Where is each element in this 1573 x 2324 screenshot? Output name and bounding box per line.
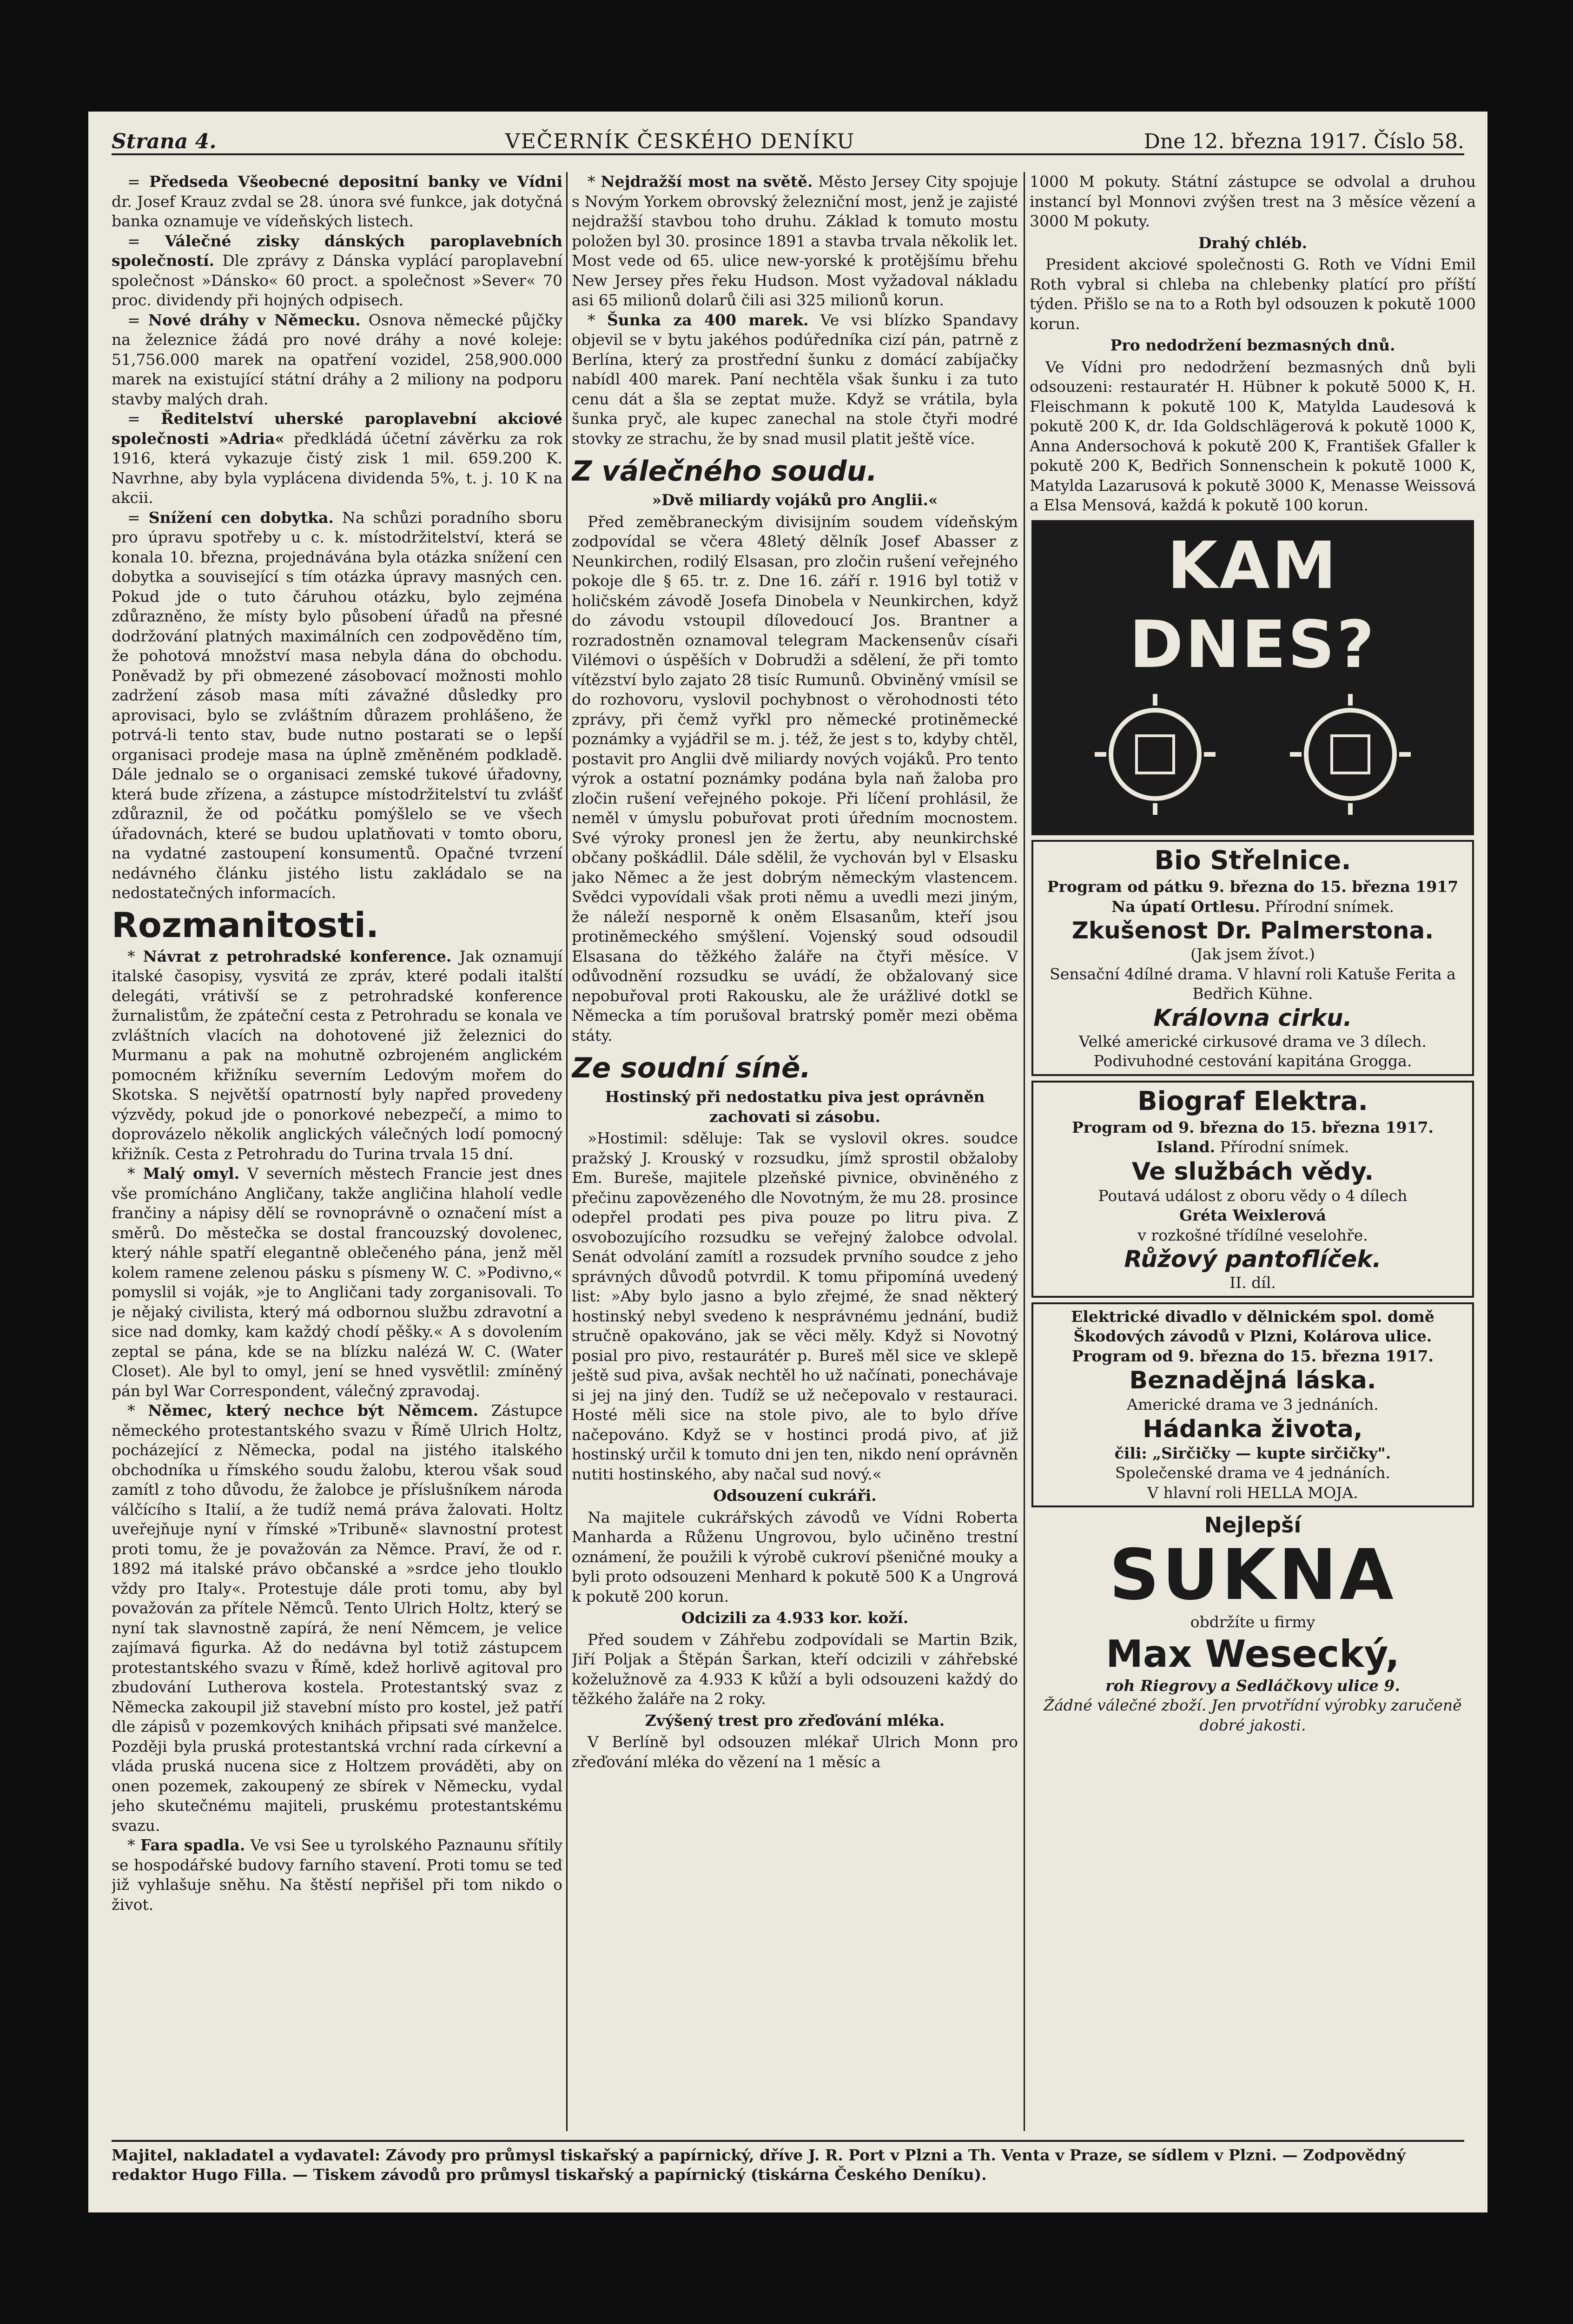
fine-continuation: 1000 M pokuty. Státní zástupce se odvolal a druhou instancí byl Monnovi zvýšen trest na 3 měsíce vězení a 3000 M pokuty. — [1030, 172, 1476, 230]
elektra-film2: Ve službách vědy. — [1131, 1157, 1374, 1186]
column-2 — [572, 172, 1018, 2131]
war-article: Před zeměbraneckým divisijním soudem vídeňským zodpovídal se včera 48letý dělník Josef Abasser z Neunkirchen, rodilý Elsasan, pro zločin rušení veřejného pokoje dle § 65. tr. z. Dne 16. září r. 1916 byl totiž v holičském závodě Josefa Dinobela v Neunkirchen, když do závodu vstoupil dílovedoucí Jos. Brantner a rozradostněn oznamoval telegram Mackensenův císaři Vilémovi o úspěších v Dobrudži a sdělení, že při tomto vítězství bylo zajato 28 tisíc Rumunů. Obviněný vmísil se do rozhovoru, vyslovil pochybnost o věrohodnosti této zprávy, při čemž vyřkl pro německé protiněmecké poznámky a vyjádřil se m. j. též, že jest s to, kdyby chtěl, postavit pro Anglii dvě miliardy nových vojáků. Pro tento výrok a ostatní poznámky podána byla naň žaloba pro zločin rušení veřejného pokoje. Při líčení prohlásil, že neměl v úmyslu pobuřovat proti úředním mocnostem. Své výroky pronesl jen že žertu, aby neunkirchské občany poškádlil. Dále sdělil, že vychován byl v Elsasku jako Němec a že jest dobrým německým vlastencem. Svědci vypovídali však proti němu a uvedli mezi jiným, že náleží nesporně k oněm Elsasanům, kteří jsou protiněmeckého smýšlení. Vojenský soud odsoudil Elsasana do těžkého žaláře na čtyři měsíce. V odůvodnění rozsudku se uvádí, že obžalovaný sice nepobuřoval proti Rakousku, ale že urážlivé dotkl se Německa a tím porušoval bratrský poměr mezi oběma státy. — [572, 512, 1018, 1044]
news-item: = Válečné zisky dánských paroplavebních společností. Dle zprávy z Dánska vyplácí paroplavební společnost »Dánsko« 60 proct. a společnost »Sever« 70 proc. dividendy při hojných odpisech. — [112, 231, 562, 309]
theatre-film1: Beznadějná láska. — [1129, 1367, 1376, 1394]
news-item: = Předseda Všeobecné depositní banky ve Vídni dr. Josef Krauz zvdal se 28. února své funkce, jak dotyčná banka oznamuje ve vídeňských listech. — [112, 172, 562, 230]
bio-film2: Zkušenost Dr. Palmerstona. — [1071, 917, 1434, 944]
bio-strelnice-ad — [1031, 840, 1474, 1076]
milk-article: V Berlíně byl odsouzen mlékař Ulrich Monn pro zřeďování mléka do vězení na 1 měsíc a — [572, 1733, 1018, 1771]
column-rule — [566, 172, 568, 2131]
newspaper-title: VEČERNÍK ČESKÉHO DENÍKU — [505, 130, 855, 153]
court-subtitle: Hostinský při nedostatku piva jest oprávněn zachovati si zásobu. — [605, 1088, 985, 1126]
bread-title: Drahý chléb. — [1198, 233, 1308, 252]
sukna-title: SUKNA — [1109, 1535, 1396, 1616]
news-text: Ve vsi blízko Spandavy objevil se v bytu jakéhos podúředníka cizí pán, patrně z Berlína, který za prostřední šunku z domácí zabíjačky nabídl 400 marek. Paní nechtěla však šunku i za tuto cenu dát a šla se zeptat muže. Když se vrátila, byla šunka pryč, ale kupec zanechal na stole čtyři modré stovky ze strachu, že by snad musil platit ještě více. — [572, 310, 1018, 448]
column-3 — [1030, 172, 1476, 2131]
bio-film4: Podivuhodné cestování kapitána Grogga. — [1093, 1052, 1412, 1070]
elektra-film2-note: Poutavá událost z oboru vědy o 4 dílech — [1098, 1186, 1408, 1205]
elektra-film1-note: Přírodní snímek. — [1220, 1138, 1349, 1156]
misc-lead: Malý omyl. — [143, 1164, 240, 1182]
sukna-address: roh Riegrovy a Sedláčkovy ulice 9. — [1105, 1676, 1400, 1695]
section-title-war-court: Z válečného soudu. — [572, 455, 878, 488]
news-lead: Snížení cen dobytka. — [148, 508, 334, 527]
elektra-film3-note: v rozkošné třídílné veselohře. — [1137, 1226, 1368, 1244]
news-text: dr. Josef Krauz zvdal se 28. února své funkce, jak dotyčná banka oznamuje ve vídeňských listech. — [112, 192, 562, 230]
elektra-film4-note: II. díl. — [1229, 1274, 1276, 1292]
misc-item: * Návrat z petrohradské konference. Jak oznamují italské časopisy, vysvitá ze zpráv, které podali italští delegáti, vrátivší se z petrohradské konference žurnalistům, že zpáteční cesta z Petrohradu se konala ve zvláštních vlacích na dohotovené již železnici do Murmanu a pak na mohutně ozbrojeném anglickém pomocném křižníku severním Ledovým mořem do Skotska. S největší opatrností byly napřed provedeny výzvědy, pokud jde o ponorkové nebezpečí, a mimo to doprovázelo několik anglických válečných lodí pomocný křižník. Cesta z Petrohradu do Turina trvala 15 dní. — [112, 947, 562, 1163]
news-lead: Předseda Všeobecné depositní banky ve Vídni — [149, 172, 562, 191]
bio-title: Bio Střelnice. — [1154, 845, 1351, 876]
misc-lead: Návrat z petrohradské konference. — [143, 947, 452, 965]
bread-article: President akciové společnosti G. Roth ve Vídni Emil Roth vybral si chleba na chlebenky platící pro příští týden. Přišlo se na to a Roth byl odsouzen k pokutě 1000 korun. — [1030, 255, 1476, 333]
sukna-ad — [1030, 1512, 1476, 1735]
news-lead: Nové dráhy v Německu. — [148, 310, 361, 329]
news-lead: Válečné zisky dánských paroplavebních společností. — [112, 231, 562, 270]
news-lead: Šunka za 400 marek. — [607, 310, 809, 329]
news-item: = Snížení cen dobytka. Na schůzi poradního sboru pro úpravu spotřeby u c. k. místodržitelství, která se konala 10. března, projednávána byla otázka snížení cen dobytka a související s tím otázka úpravy masných cen. Pokud jde o tuto čáruhou otázku, bylo zejména zdůrazněno, že místy bylo působení úřadů na přesné dodržování platných maximálních cen zodpověděno tím, že pohotová množství masa nebyla dána do obchodu. Poněvadž by při obmezené zásobovací možnosti mohlo zadržení zásob masa míti závažné důsledky pro aprovisaci, bylo se zvláštním důrazem prohlášeno, že potrvá-li tento stav, bude nutno postarati se o lepší organisaci prodeje masa na úplně změněném podkladě. Dále jednalo se o organisaci zemské tukové úřadovny, která bude zřízena, a zástupce místodržitelství tu zvlášť zdůraznil, že od počátku pomýšlelo se ve všech úřadovnách, které se budou uplatňovati v tomto oboru, na vydatné zastoupení konsumentů. Opačné tvrzení nedávného článku jistého listu zakládalo se na nedostatečných informacích. — [112, 508, 562, 902]
skin-title: Odcizili za 4.933 kor. koží. — [681, 1609, 909, 1627]
news-lead: Nejdražší most na světě. — [601, 172, 813, 191]
theatre-film1-note: Americké drama ve 3 jednáních. — [1127, 1395, 1379, 1413]
meat-article: Ve Vídni pro nedodržení bezmasných dnů byli odsouzeni: restauratér H. Hübner k pokutě 5000 K, H. Fleischmann k pokutě 100 K, Matylda Laudesová k pokutě 200 K, dr. Ida Goldschlägerová k pokutě 1000 K, Anna Andersochová k pokutě 200 K, František Gfaller k pokutě 200 K, Bedřich Sonnenschein k pokutě 1000 K, Matylda Lazarusová k pokutě 3000 K, Menasse Weissová a Elsa Mensová, každá k pokutě 100 korun. — [1030, 357, 1476, 514]
news-item: = Ředitelství uherské paroplavební akciové společnosti »Adria« předkládá účetní závěrku za rok 1916, která vykazuje čistý zisk 1 mil. 659.200 K. Navrhne, aby byla vyplácena dividenda 5%, t. j. 10 K na akcii. — [112, 409, 562, 507]
section-title-court-room: Ze soudní síně. — [572, 1052, 811, 1084]
theatre-film2: Hádanka života, — [1143, 1415, 1363, 1443]
misc-lead: Fara spadla. — [140, 1836, 245, 1854]
page-footer — [112, 2140, 1464, 2185]
elektra-film3: Gréta Weixlerová — [1179, 1206, 1326, 1224]
theatre-film2-sub: čili: „Sirčičky — kupte sirčičky". — [1114, 1444, 1391, 1462]
sugar-article: Na majitele cukrářských závodů ve Vídni Roberta Manharda a Růženu Ungrovou, bylo učiněno trestní oznámení, že použili k výrobě cukroví pšeničné mouky a byli proto odsouzeni Menhard k pokutě 500 K a Ungrová k pokutě 200 korun. — [572, 1508, 1018, 1605]
section-title-rozmanitosti: Rozmanitosti. — [112, 905, 379, 945]
kam-dnes-banner — [1031, 520, 1474, 836]
ornament-icon — [1053, 685, 1453, 824]
bio-film3-note: Velké americké cirkusové drama ve 3 dílech. — [1079, 1032, 1427, 1050]
skin-article: Před soudem v Záhřebu zodpovídali se Martin Bzik, Jiří Poljak a Štěpán Šarkan, kteří odcizili v záhřebské koželužnově za 4.933 K kůží a byli odsouzeni každý do těžkého žaláře na 2 roky. — [572, 1630, 1018, 1708]
sukna-top: Nejlepší — [1204, 1512, 1302, 1538]
theatre-title: Elektrické divadlo v dělnickém spol. domě Škodových závodů v Plzni, Kolárova ulice. — [1071, 1307, 1434, 1345]
bio-program: Program od pátku 9. března do 15. března 1917 — [1047, 878, 1459, 896]
misc-text: Jak oznamují italské časopisy, vysvitá ze zpráv, které podali italští delegáti, vrátivší se z petrohradské konference žurnalistům, že zpáteční cesta z Petrohradu se konala ve zvláštních vlacích na dohotovené již železnici do Murmanu a pak na mohutně ozbrojeném anglickém pomocném křižníku severním Ledovým mořem do Skotska. S největší opatrností byly napřed provedeny výzvědy, pokud jde o ponorkové nebezpečí, a mimo to doprovázelo několik anglických válečných lodí pomocný křižník. Cesta z Petrohradu do Turina trvala 15 dní. — [112, 947, 562, 1163]
news-text: Na schůzi poradního sboru pro úpravu spotřeby u c. k. místodržitelství, která se konala 10. března, projednávána byla otázka snížení cen dobytka a související s tím otázka úpravy masných cen. Pokud jde o tuto čáruhou otázku, bylo zejména zdůrazněno, že místy bylo působení úřadů na přesné dodržování platných maximálních cen zodpověděno tím, že pohotová množství masa nebyla dána do obchodu. Poněvadž by při obmezené zásobovací možnosti mohlo zadržení zásob masa míti závažné důsledky pro aprovisaci, bylo se zvláštním důrazem prohlášeno, že potrvá-li tento stav, bude nutno postarati se o lepší organisaci prodeje masa na úplně změněném podkladě. Dále jednalo se o organisaci zemské tukové úřadovny, která bude zřízena, a zástupce místodržitelství tu zvlášť zdůraznil, že od počátku pomýšlelo se ve všech úřadovnách, které se budou uplatňovati v tomto oboru, na vydatné zastoupení konsumentů. Opačné tvrzení nedávného článku jistého listu zakládalo se na nedostatečných informacích. — [112, 508, 562, 902]
misc-text: Ve vsi See u tyrolského Paznaunu sřítily se hospodářské budovy farního stavení. Proti tomu se teď již vyhlašuje sněhu. Na štěstí nepřišel při tom nikdo o život. — [112, 1836, 562, 1914]
kam-dnes-title: KAM DNES? — [1129, 528, 1376, 683]
elektra-title: Biograf Elektra. — [1137, 1086, 1368, 1116]
misc-item: * Němec, který nechce být Němcem. Zástupce německého protestantského svazu v Římě Ulrich Holtz, pocházející z Německa, podal na jistého italského obchodníka u římského soudu žalobu, kterou však soud zamítl z toho důvodu, že žalobce je příslušníkem národa válčícího s Italií, a že tudíž nemá práva žalovati. Holtz uveřejňuje nyní v římské »Tribuně« slavnostní protest proti tomu, že je považován za Němce. Praví, že od r. 1892 má italské právo občanské a »srdce jeho tlouklo vždy pro Italy«. Protestuje dále proti tomu, aby byl považován za přítele Němců. Tento Ulrich Holtz, který se nyní tak slavnostně zapírá, že není Němcem, je velice zajímavá figurka. Až do nedávna byl totiž zástupcem protestantského svazu v Římě, kdež horlivě agitoval pro zbudování Lutherova kostela. Protestantský svaz z Německa zakoupil již stavební místo pro kostel, jež patří dle zápisů v pozemkových knihách připsati své manželce. Později byla pruská protestantská vrchní rada církevní a vláda pruská nucena sice z Holtzem prováděti, aby on onen pozemek, zakoupený ze sbírek v Německu, vydal jeho skutečnému majiteli, pruskému protestantskému svazu. — [112, 1401, 562, 1835]
page-number: Strana 4. — [112, 130, 217, 153]
publisher-imprint: Majitel, nakladatel a vydavatel: Závody pro průmysl tiskařský a papírnický, dříve J. R. Port v Plzni a Th. Venta v Praze, se sídlem v Plzni. — Zodpovědný redaktor Hugo Filla. — Tiskem závodů pro průmysl tiskařský a papírnický (tiskárna Českého Deníku). — [112, 2146, 1406, 2184]
theatre-ad — [1031, 1302, 1474, 1508]
sukna-note: Žádné válečné zboží. Jen prvotřídní výrobky zaručeně dobré jakosti. — [1044, 1696, 1462, 1734]
misc-text: Zástupce německého protestantského svazu v Římě Ulrich Holtz, pocházející z Německa, podal na jistého italského obchodníka u římského soudu žalobu, kterou však soud zamítl z toho důvodu, že žalobce je příslušníkem národa válčícího s Italií, a že tudíž nemá práva žalovati. Holtz uveřejňuje nyní v římské »Tribuně« slavnostní protest proti tomu, že je považován za Němce. Praví, že od r. 1892 má italské právo občanské a »srdce jeho tlouklo vždy pro Italy«. Protestuje dále proti tomu, aby byl považován za přítele Němců. Tento Ulrich Holtz, který se nyní tak slavnostně zapírá, že není Němcem, je velice zajímavá figurka. Až do nedávna byl totiž zástupcem protestantského svazu v Římě, kdež horlivě agitoval pro zbudování Lutherova kostela. Protestantský svaz z Německa zakoupil již stavební místo pro kostel, jež patří dle zápisů v pozemkových knihách připsati své manželce. Později byla pruská protestantská vrchní rada církevní a vláda pruská nucena sice z Holtzem prováděti, aby on onen pozemek, zakoupený ze sbírek v Německu, vydal jeho skutečnému majiteli, pruskému protestantskému svazu. — [112, 1401, 562, 1835]
sukna-firm: Max Wesecký, — [1106, 1632, 1400, 1676]
elektra-film4: Růžový pantoflíček. — [1124, 1246, 1381, 1273]
page-header — [112, 120, 1464, 155]
theatre-program: Program od 9. března do 15. března 1917. — [1072, 1347, 1434, 1365]
news-lead: Ředitelství uherské paroplavební akciové společnosti »Adria« — [112, 409, 562, 448]
elektra-film1: Island. — [1156, 1138, 1216, 1156]
column-1 — [112, 172, 562, 2131]
bio-film1: Na úpatí Ortlesu. — [1111, 897, 1260, 916]
bio-film3: Královna cirku. — [1153, 1004, 1352, 1031]
news-item: * Šunka za 400 marek. Ve vsi blízko Spandavy objevil se v bytu jakéhos podúředníka cizí pán, patrně z Berlína, který za prostřední šunku z domácí zabíjačky nabídl 400 marek. Paní nechtěla však šunku i za tuto cenu dát a šla se zeptat muže. Když se vrátila, byla šunka pryč, ale kupec zanechal na stole čtyři modré stovky ze strachu, že by snad musil platit ještě více. — [572, 310, 1018, 448]
column-rule — [1024, 172, 1025, 2131]
misc-text: V severních městech Francie jest dnes vše promícháno Angličany, takže angličina hlaholí vedle frančiny a nápisy dělí se rovnoprávně o označení míst a směrů. Do městečka se dostal francouzský dovolenec, který náhle spatří elegantně oblečeného pána, jenž měl kolem ramene zelenou pásku s písmeny W. C. »Podivno,« pomyslil si voják, »je to Angličani tady zorganisovali. To je nějaký civilista, který má odbornou službu zdravotní a sice nad domky, kam každý chodí pěšky.« A s dovolením zeptal se pána, kde se na blízku nalézá W. C. (Water Closet). Ale byl to omyl, jení se hned vysvětlil: zmíněný pán byl War Correspondent, válečný zpravodaj. — [112, 1164, 562, 1400]
news-text: Dle zprávy z Dánska vyplácí paroplavební společnost »Dánsko« 60 proct. a společnost »Sever« 70 proc. dividendy při hojných odpisech. — [112, 251, 562, 309]
bio-film2-sub: (Jak jsem žívot.) — [1190, 945, 1315, 963]
elektra-ad — [1031, 1081, 1474, 1298]
sukna-sub: obdržíte u firmy — [1190, 1613, 1315, 1631]
war-subtitle: »Dvě miliardy vojáků pro Anglii.« — [652, 491, 938, 509]
theatre-film2-note: Společenské drama ve 4 jednáních. — [1115, 1464, 1390, 1482]
newspaper-page — [88, 112, 1487, 2212]
news-text: předkládá účetní závěrku za rok 1916, která vykazuje čistý zisk 1 mil. 659.200 K. Navrhne, aby byla vyplácena dividenda 5%, t. j. 10 K na akcii. — [112, 429, 562, 507]
meat-title: Pro nedodržení bezmasných dnů. — [1110, 336, 1395, 354]
bio-film1-note: Přírodní snímek. — [1265, 897, 1394, 916]
news-text: Město Jersey City spojuje s Novým Yorkem obrovský železniční most, jenž je zajisté nejdražší stavbou toho druhu. Základ k tomuto mostu položen byl 30. prosince 1891 a stavba trvala několik let. Most vede od 65. ulice new-yorské k protějšímu břehu New Jersey přes řeku Hudson. Most vyžadoval nákladu asi 65 milionů dolarů čili asi 325 milionů korun. — [572, 172, 1018, 309]
bio-film2-note: Sensační 4dílné drama. V hlavní roli Katuše Ferita a Bedřich Kühne. — [1050, 964, 1456, 1003]
news-item: = Nové dráhy v Německu. Osnova německé půjčky na železnice žádá pro nové dráhy a nové koleje: 51,756.000 marek na opatření vozidel, 258,900.000 marek na existující státní dráhy a 2 miliony na podporu stavby malých drah. — [112, 310, 562, 408]
misc-item: * Fara spadla. Ve vsi See u tyrolského Paznaunu sřítily se hospodářské budovy farního stavení. Proti tomu se teď již vyhlašuje sněhu. Na štěstí nepřišel při tom nikdo o život. — [112, 1836, 562, 1914]
issue-date: Dne 12. března 1917. Číslo 58. — [1143, 130, 1464, 153]
theatre-film2-role: V hlavní roli HELLA MOJA. — [1147, 1483, 1358, 1502]
milk-title: Zvýšený trest pro zřeďování mléka. — [645, 1711, 945, 1730]
court-article: »Hostimil: sděluje: Tak se vyslovil okres. soudce pražský J. Krouský v rozsudku, jímž sprostil obžaloby Em. Bureše, majitele plzeňské pivnice, obviněného z přečinu zapovězeného dle Novotným, že mu 28. prosince odepřel prodati pes piva pouze po litru piva. Z osvobozujícího rozsudku se veřejný žalobce odvolal. Senát odvolání zamítl a rozsudek prvního soudce z jeho správných důvodů potvrdil. K tomu připomíná uvedený list: »Aby bylo jasno a bylo zřejmé, že snad některý hostinský nebyl svedeno k nesprávnému jednání, budiž stručně opakováno, jak se věci měly. Když si Novotný posial pro pivo, restaurátér p. Bureš měl sice ve sklepě ještě sud piva, avšak nechtěl ho už načínati, ponechávaje si jej na jiný den. Tudíž se už nečepovalo v restauraci. Hosté měli sice na stole pivo, ale to bylo dříve načepováno. Když se v hostinci prodá pivo, ať již hostinský určil k tomuto dni jen ten, nikdo není oprávněn nutiti hostinského, aby načal sud nový.« — [572, 1129, 1018, 1483]
elektra-program: Program od 9. března do 15. března 1917. — [1072, 1118, 1434, 1136]
misc-lead: Němec, který nechce být Němcem. — [148, 1401, 478, 1419]
misc-item: * Malý omyl. V severních městech Francie jest dnes vše promícháno Angličany, takže angličina hlaholí vedle frančiny a nápisy dělí se rovnoprávně o označení míst a směrů. Do městečka se dostal francouzský dovolenec, který náhle spatří elegantně oblečeného pána, jenž měl kolem ramene zelenou pásku s písmeny W. C. »Podivno,« pomyslil si voják, »je to Angličani tady zorganisovali. To je nějaký civilista, který má odbornou službu zdravotní a sice nad domky, kam každý chodí pěšky.« A s dovolením zeptal se pána, kde se na blízku nalézá W. C. (Water Closet). Ale byl to omyl, jení se hned vysvětlil: zmíněný pán byl War Correspondent, válečný zpravodaj. — [112, 1164, 562, 1400]
sugar-title: Odsouzení cukráři. — [713, 1486, 877, 1505]
news-item: * Nejdražší most na světě. Město Jersey City spojuje s Novým Yorkem obrovský železniční most, jenž je zajisté nejdražší stavbou toho druhu. Základ k tomuto mostu položen byl 30. prosince 1891 a stavba trvala několik let. Most vede od 65. ulice new-yorské k protějšímu břehu New Jersey přes řeku Hudson. Most vyžadoval nákladu asi 65 milionů dolarů čili asi 325 milionů korun. — [572, 172, 1018, 309]
news-text: Osnova německé půjčky na železnice žádá pro nové dráhy a nové koleje: 51,756.000 marek na opatření vozidel, 258,900.000 marek na existující státní dráhy a 2 miliony na podporu stavby malých drah. — [112, 310, 562, 408]
